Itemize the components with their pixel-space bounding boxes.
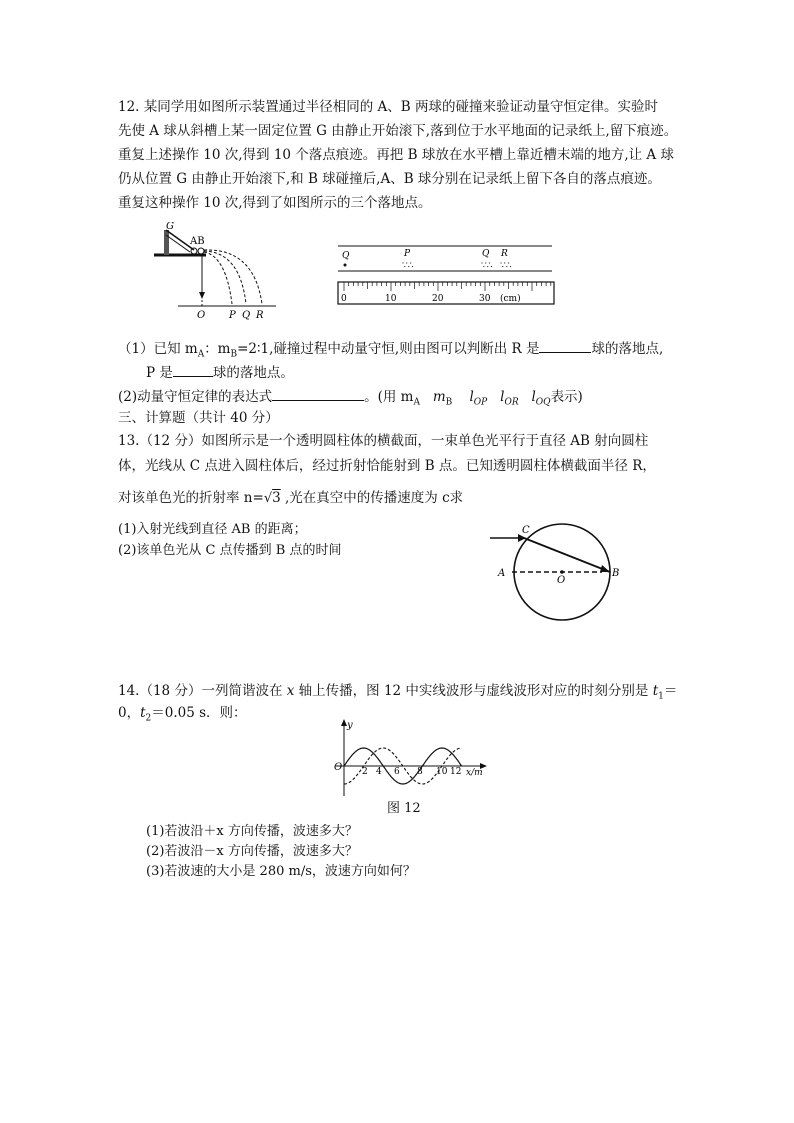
fig3-label-b: B [612,568,620,579]
q14-question-1: (1)若波沿＋x 方向传播，波速多大？ [146,824,358,839]
figure-caption: 图 12 [387,801,421,816]
fig1-label-q: Q [242,310,251,321]
fig1-label-ab: AB [190,236,205,247]
q13-question-2: (2)该单色光从 C 点传播到 B 点的时间 [118,543,342,558]
fig2-label-q2: Q [482,249,490,259]
answer-blank-r[interactable] [539,338,591,353]
wave-axis-label: x/m [466,768,483,778]
ruler-unit: (cm) [500,294,521,304]
q12-sub1-line-2: P 是 球的落地点。 [146,362,294,383]
fig1-label-r: R [256,310,264,321]
answer-blank-expression[interactable] [272,386,364,401]
waveform-figure [330,716,490,800]
fig2-label-q: Q [342,251,350,261]
q13-question-1: (1)入射光线到直径 AB 的距离； [118,522,307,537]
ruler-tick-20: 20 [432,294,444,304]
q14-line-2: 0，$t_2=0.05$ s．则： [118,705,247,724]
wave-tick-12: 12 [450,767,462,777]
q12-line-2: 先使 A 球从斜槽上某一固定位置 G 由静止开始滚下,落到位于水平地面的记录纸上,留下痕迹。 [118,123,678,139]
q14-question-2: (2)若波沿－x 方向传播，波速多大？ [146,844,358,859]
q12-sub1-line: （1）已知 $m_A$：$m_B=2∶1$,碰撞过程中动量守恒,则由图可以判断出 R 是 球的落地点, [118,338,663,365]
wave-tick-6: 6 [394,767,400,777]
q13-line-2: 体，光线从 C 点进入圆柱体后，经过折射恰能射到 B 点。已知透明圆柱体横截面半径 R， [118,458,656,474]
q14-line-1: 14.（18 分）一列简谐波在 x 轴上传播，图 12 中实线波形与虚线波形对应的时刻分别是 $t_1=$ [118,683,678,702]
wave-tick-10: 10 [436,767,448,777]
q12-line-3: 重复上述操作 10 次,得到 10 个落点痕迹。再把 B 球放在水平槽上靠近槽末端的地方,让 A 球 [118,147,674,163]
wave-tick-4: 4 [376,767,382,777]
q13-line-3: 对该单色光的折射率 n=√3 ,光在真空中的传播速度为 c求 [118,490,464,506]
fig3-label-a: A [498,568,506,579]
wave-label-o: O [334,762,343,773]
svg-text:∵∴: ∵∴ [481,261,493,271]
fig1-label-p: P [229,310,236,321]
ruler-tick-0: 0 [341,294,347,304]
q14-question-3: (3)若波速的大小是 280 m/s，波速方向如何？ [146,864,416,879]
section-heading: 三、计算题（共计 40 分） [118,410,279,426]
fig3-label-c: C [522,525,530,536]
q12-line-4: 仍从位置 G 由静止开始滚下,和 B 球碰撞后,A、B 球分别在记录纸上留下各自的落点痕迹。 [118,171,661,187]
q12-line-5: 重复这种操作 10 次,得到了如图所示的三个落地点。 [118,195,432,211]
landing-points-ruler-figure [336,238,558,308]
svg-text:∵∴: ∵∴ [500,261,512,271]
wave-tick-2: 2 [362,767,368,777]
ruler-tick-10: 10 [385,294,397,304]
answer-blank-p[interactable] [173,362,213,377]
wave-label-y: y [347,720,353,731]
q13-line-1: 13.（12 分）如图所示是一个透明圆柱体的横截面，一束单色光平行于直径 AB 射向圆柱 [118,433,649,449]
collision-apparatus-figure [150,222,280,322]
fig3-label-o: O [557,575,566,586]
svg-text:∵∴: ∵∴ [402,261,414,271]
cylinder-cross-section-figure [484,518,622,622]
ruler-tick-30: 30 [479,294,491,304]
fig1-label-o: O [197,310,206,321]
q12-sub2-line: (2)动量守恒定律的表达式 。(用 $m_A$ $m_B$ $l_{OP}$ $l_{OR}$ $l_{OQ}$表示) [118,386,583,413]
wave-tick-8: 8 [417,767,423,777]
q12-line-1: 12. 某同学用如图所示装置通过半径相同的 A、B 两球的碰撞来验证动量守恒定律。实验时 [118,99,659,115]
fig1-label-g: G [166,222,174,232]
fig2-label-r: R [501,249,508,259]
fig2-label-p: P [404,249,411,259]
